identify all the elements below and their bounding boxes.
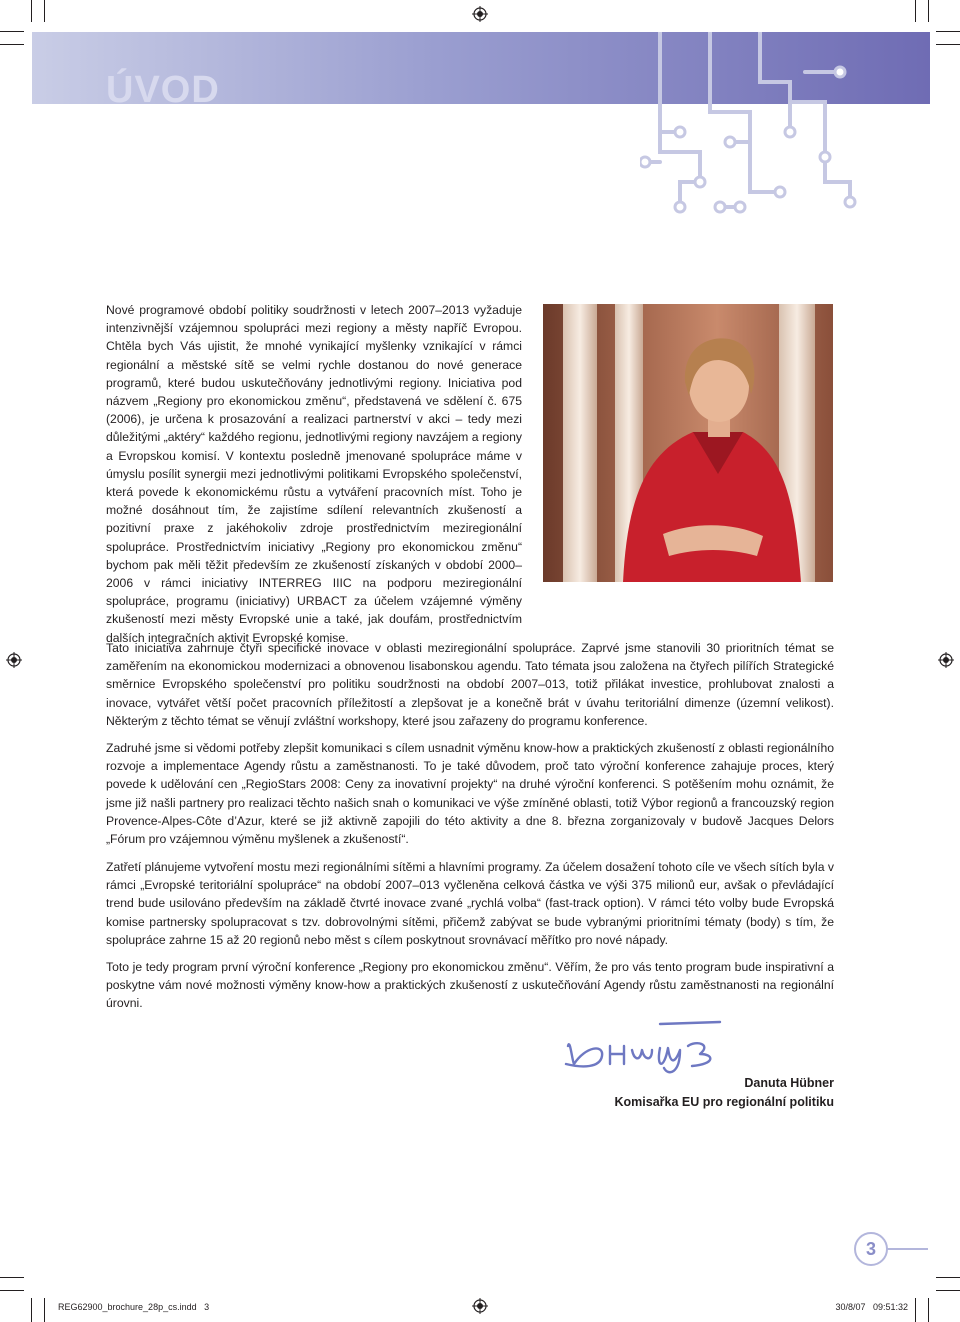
signatory-role: Komisařka EU pro regionální politiku xyxy=(614,1095,834,1109)
portrait-photo xyxy=(543,304,833,582)
slug-filename: REG62900_brochure_28p_cs.indd 3 xyxy=(58,1302,210,1312)
signatory-name: Danuta Hübner xyxy=(744,1076,834,1090)
crop-mark xyxy=(0,44,24,45)
crop-mark xyxy=(915,1298,916,1322)
page-number-badge xyxy=(854,1232,888,1266)
body-paragraph: Toto je tedy program první výroční konference „Regiony pro ekonomickou změnu“. Věřím, že pro vás tento program bude inspirativní a poskytne vám nové možnosti výměny know-how a praktických zkušeností z uskutečňování Agendy růstu zaměstnanosti na regionální úrovni. xyxy=(106,960,834,1011)
intro-paragraph: Nové programové období politiky soudržnosti v letech 2007–2013 vyžaduje intenzivnější vzájemnou spolupráci mezi regiony a městy napříč Evropou. Chtěla bych Vás ujistit, že mnohé vynikající myšlenky vznikající v rámci regionální a městské sítě se velmi rychle dostanou do nové generace programů, které budou uskutečňovány jednotlivými regiony. Iniciativa pod názvem „Regiony pro ekonomickou změnu“, představená ve sdělení č. 675 (2006), je určena k prosazování a realizaci partnerství v akci – tedy mezi důležitými „aktéry“ každého regionu, jednotlivými regiony navzájem a regiony a Evropskou komisí. V kontextu posledně jmenované spolupráce máme v úmyslu posílit synergii mezi jednotlivými politikami Evropského společenství, která povede k ekonomickému růstu a vytváření pracovních míst. Toho je možné dosáhnout tím, že zajistíme sdílení relevantních zkušeností a pozitivní praxe z jakéhokoliv zdroje prostřednictvím meziregionální spolupráce. Prostřednictvím iniciativy „Regiony pro ekonomickou změnu“ bychom pak měli těžit především ze zkušeností získaných v období 2000–2006 v rámci iniciativy INTERREG IIIC na podporu meziregionální spolupráce, programu (iniciativy) URBACT za účelem vzájemné výměny zkušeností mezi městy Evropské unie a také, jak doufám, prostřednictvím dalších integračních aktivit Evropské komise. xyxy=(106,303,522,645)
crop-mark xyxy=(928,1298,929,1322)
crop-mark xyxy=(936,44,960,45)
crop-mark xyxy=(936,1277,960,1278)
circuit-decoration-icon xyxy=(640,32,880,232)
crop-mark xyxy=(31,0,32,22)
crop-mark xyxy=(44,1298,45,1322)
page-number: 3 xyxy=(865,1239,876,1259)
slug-datetime: 30/8/07 09:51:32 xyxy=(835,1302,908,1312)
body-paragraph: Zatřetí plánujeme vytvoření mostu mezi regionálními sítěmi a hlavními programy. Za účelem dosažení tohoto cíle ve všech sítích byla v rámci „Evropské teritoriální spolupráce“ na období 2007–013 vyčleněna celková částka ve výši 375 milionů eur, avšak o převládající trend bude usilováno především na základě čtvrté inovace zvané „rychlá volba“ (fast-track option). V rámci této volby bude Evropská komise partnersky spolupracovat s tzv. dobrovolnými sítěmi, přičemž zabývat se bude vybranými prioritními tématy (body) s tím, že spolupráce zahrne 15 až 20 regionů nebo měst s cílem poskytnout srovnávací měřítko pro nové nápady. xyxy=(106,860,834,947)
crop-mark xyxy=(936,31,960,32)
crop-mark xyxy=(0,1277,24,1278)
registration-mark-icon xyxy=(472,6,488,22)
crop-mark xyxy=(928,0,929,22)
crop-mark xyxy=(44,0,45,22)
registration-mark-icon xyxy=(938,652,954,668)
handwritten-signature xyxy=(560,1016,730,1074)
crop-mark xyxy=(936,1290,960,1291)
crop-mark xyxy=(0,1290,24,1291)
crop-mark xyxy=(31,1298,32,1322)
registration-mark-icon xyxy=(472,1298,488,1314)
body-paragraph: Zadruhé jsme si vědomi potřeby zlepšit komunikaci s cílem usnadnit výměnu know-how a praktických zkušeností z oblasti regionálního rozvoje a implementace Agendy růstu a zaměstnanosti. To je také důvodem, proč tato výroční konference zahajuje proces, který povede k udělování cen „RegioStars 2008: Ceny za inovativní projekty“ na druhé výroční konferenci. S potěšením mohu oznámit, že jsme již našli partnery pro realizaci těchto našich snah o komunikaci ve výše zmíněné oblasti, totiž Výbor regionů a francouzský region Provence-Alpes-Côte d’Azur, které se již aktivně zapojili do této aktivity a dne 8. března zorganizovaly v budově Jacques Delors „Fórum pro vzájemnou výměnu myšlenek a zkušeností“. xyxy=(106,741,834,847)
crop-mark xyxy=(915,0,916,22)
body-paragraph: Tato iniciativa zahrnuje čtyři specifické inovace v oblasti meziregionální spolupráce. Zaprvé jsme stanovili 30 prioritních témat se zaměřením na ekonomickou modernizaci a obnovenou lisabonskou agendu. Tato témata jsou založena na čtyřech pilířích Strategické směrnice Evropského společenství pro politiku soudržnosti na období 2007–013, totiž přilákat investice, prohlubovat znalosti a inovace, vytvářet větší počet pracovních příležitostí a zlepšovat je a konečně brát v úvahu teritoriální dimenze (územní velikost). Některým z těchto témat se věnují zvláštní workshopy, které jsou zařazeny do programu konference. xyxy=(106,641,834,728)
crop-mark xyxy=(0,31,24,32)
page-title: ÚVOD xyxy=(106,69,220,111)
page-number-rule xyxy=(884,1248,928,1250)
registration-mark-icon xyxy=(6,652,22,668)
